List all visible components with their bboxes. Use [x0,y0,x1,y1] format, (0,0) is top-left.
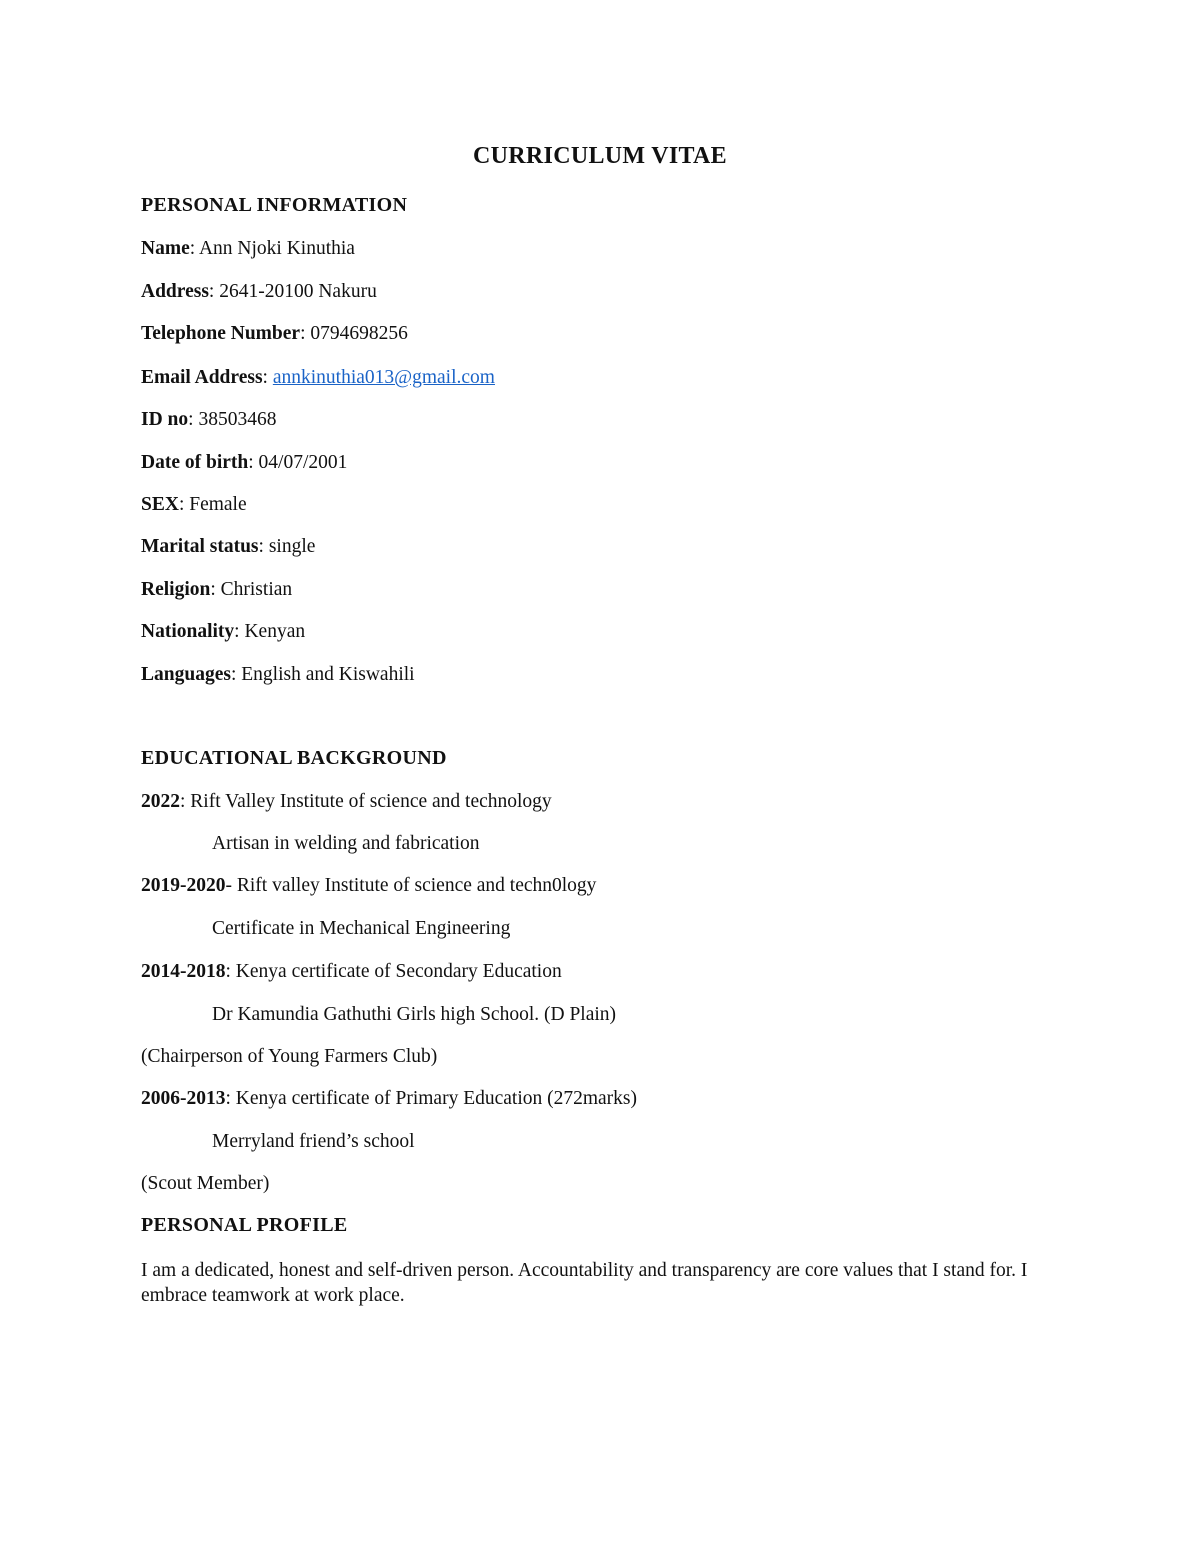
field-value: single [268,536,316,557]
education-institution: Kenya certificate of Primary Education (272marks) [235,1088,638,1109]
field-label: Date of birth [141,452,249,473]
field-marital: Marital status: single [141,536,316,557]
field-value: Kenyan [244,621,306,642]
education-year: 2006-2013 [141,1088,226,1109]
education-institution: Rift valley Institute of science and techn0logy [236,875,597,896]
separator: : [225,1088,236,1109]
personal-info-heading: PERSONAL INFORMATION [141,194,408,216]
field-nationality: Nationality: Kenyan [141,621,306,642]
document-title: CURRICULUM VITAE [473,143,727,169]
education-year: 2014-2018 [141,961,226,982]
field-email: Email Address: annkinuthia013@gmail.com [141,367,495,388]
field-label: Name [141,238,190,259]
education-entry [141,874,596,898]
field-label: Address [141,281,209,302]
field-value: 38503468 [198,409,277,430]
field-value: 2641-20100 Nakuru [219,281,377,302]
education-year: 2019-2020 [141,875,226,896]
field-id: ID no: 38503468 [141,409,277,430]
education-note: (Scout Member) [141,1173,270,1194]
education-entry [141,1087,637,1111]
field-telephone: Telephone Number: 0794698256 [141,323,408,344]
field-languages: Languages: English and Kiswahili [141,664,415,685]
profile-heading: PERSONAL PROFILE [141,1214,348,1236]
field-dob: Date of birth: 04/07/2001 [141,452,348,473]
field-name: Name: Ann Njoki Kinuthia [141,238,355,259]
separator: - [225,875,237,896]
field-label: Nationality [141,621,235,642]
separator: : [180,791,191,812]
separator: : [225,961,236,982]
education-entry [141,960,562,984]
education-detail: Dr Kamundia Gathuthi Girls high School. (D Plain) [212,1004,617,1025]
field-value: Female [189,494,247,515]
field-value: 0794698256 [310,323,408,344]
education-institution: Rift Valley Institute of science and technology [190,791,552,812]
education-institution: Kenya certificate of Secondary Education [235,961,562,982]
field-label: ID no [141,409,189,430]
education-detail: Merryland friend’s school [212,1131,415,1152]
education-heading: EDUCATIONAL BACKGROUND [141,747,447,769]
field-label: Languages [141,664,231,685]
field-label: SEX [141,494,179,515]
field-value: 04/07/2001 [258,452,348,473]
field-address: Address: 2641-20100 Nakuru [141,281,377,302]
field-label: Email Address [141,367,263,388]
field-religion: Religion: Christian [141,579,293,600]
education-year: 2022 [141,791,180,812]
profile-text: I am a dedicated, honest and self-driven person. Accountability and transparency are core values that I stand for. I embrace teamwork at work place. [141,1260,1028,1306]
education-note: (Chairperson of Young Farmers Club) [141,1046,438,1067]
field-value: Ann Njoki Kinuthia [198,238,355,259]
field-value: Christian [220,579,293,600]
field-label: Marital status [141,536,259,557]
email-link[interactable]: annkinuthia013@gmail.com [272,367,495,388]
field-sex: SEX: Female [141,494,247,515]
education-detail: Artisan in welding and fabrication [212,833,480,854]
education-entry [141,790,552,814]
education-detail: Certificate in Mechanical Engineering [212,918,511,939]
field-label: Telephone Number [141,323,301,344]
field-value: English and Kiswahili [241,664,415,685]
field-label: Religion [141,579,211,600]
